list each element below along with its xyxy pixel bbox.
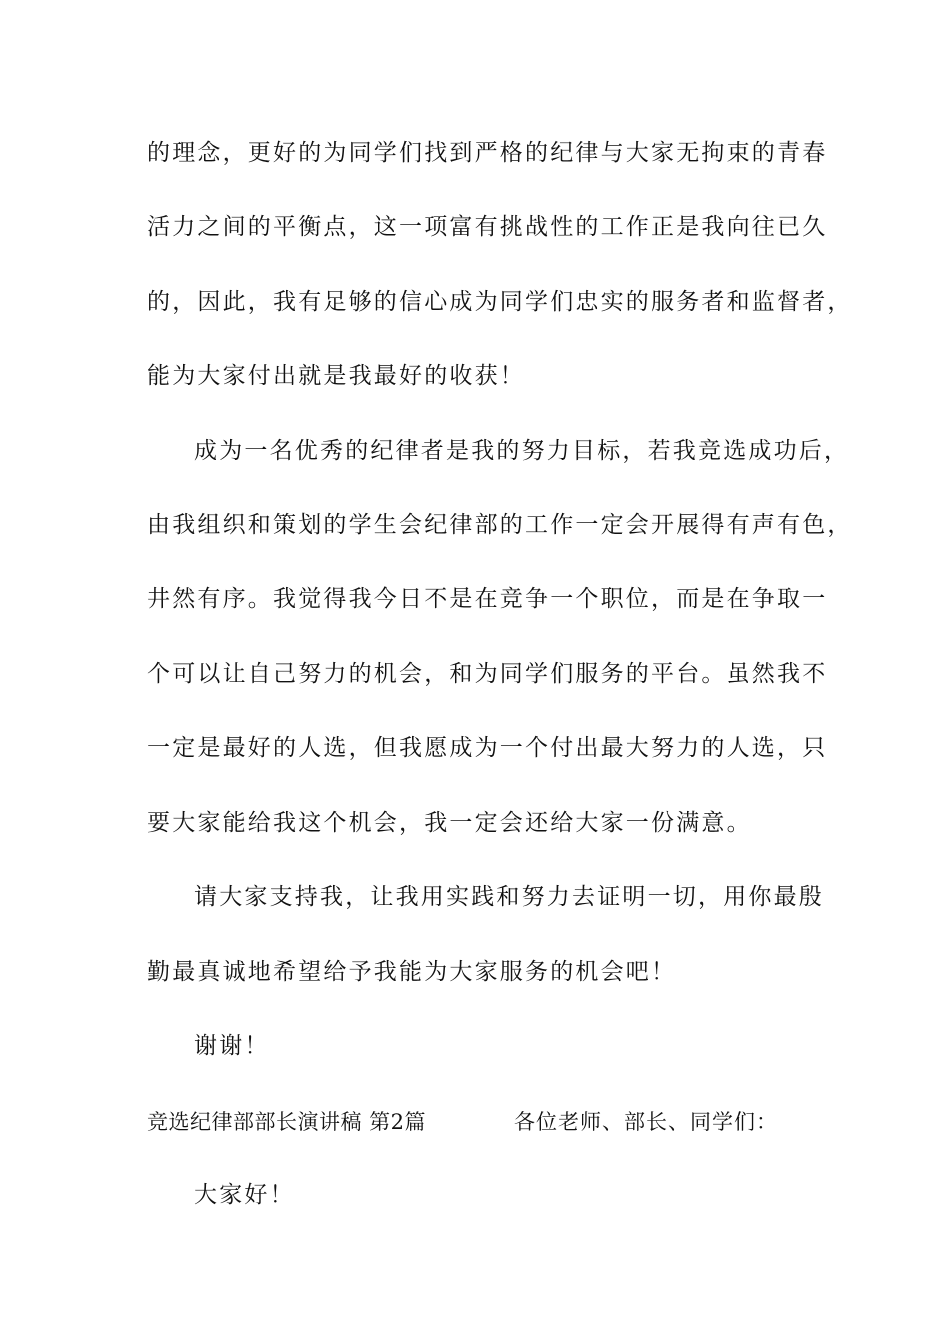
paragraph-line: 井然有序。我觉得我今日不是在竞争一个职位，而是在争取一 [147,586,828,612]
greeting-line: 大家好！ [194,1182,295,1208]
paragraph-line: 由我组织和策划的学生会纪律部的工作一定会开展得有声有色， [147,512,853,538]
paragraph-line: 要大家能给我这个机会，我一定会还给大家一份满意。 [147,810,752,836]
section-heading-row [147,1107,847,1137]
paragraph-line: 的理念，更好的为同学们找到严格的纪律与大家无拘束的青春 [147,140,828,166]
paragraph-line: 请大家支持我，让我用实践和努力去证明一切，用你最殷 [194,884,824,910]
paragraph-line: 活力之间的平衡点，这一项富有挑战性的工作正是我向往已久 [147,214,828,240]
paragraph-line: 一定是最好的人选，但我愿成为一个付出最大努力的人选，只 [147,735,828,761]
paragraph-line: 能为大家付出就是我最好的收获！ [147,363,525,389]
thanks-line: 谢谢！ [194,1033,270,1059]
paragraph-line: 个可以让自己努力的机会，和为同学们服务的平台。虽然我不 [147,661,828,687]
paragraph-line: 的，因此，我有足够的信心成为同学们忠实的服务者和监督者， [147,289,853,315]
paragraph-line: 成为一名优秀的纪律者是我的努力目标，若我竞选成功后， [194,438,850,464]
paragraph-line: 勤最真诚地希望给予我能为大家服务的机会吧！ [147,959,677,985]
salutation: 各位老师、部长、同学们： [514,1110,778,1134]
section-title: 竞选纪律部部长演讲稿 第2篇 [147,1110,427,1134]
